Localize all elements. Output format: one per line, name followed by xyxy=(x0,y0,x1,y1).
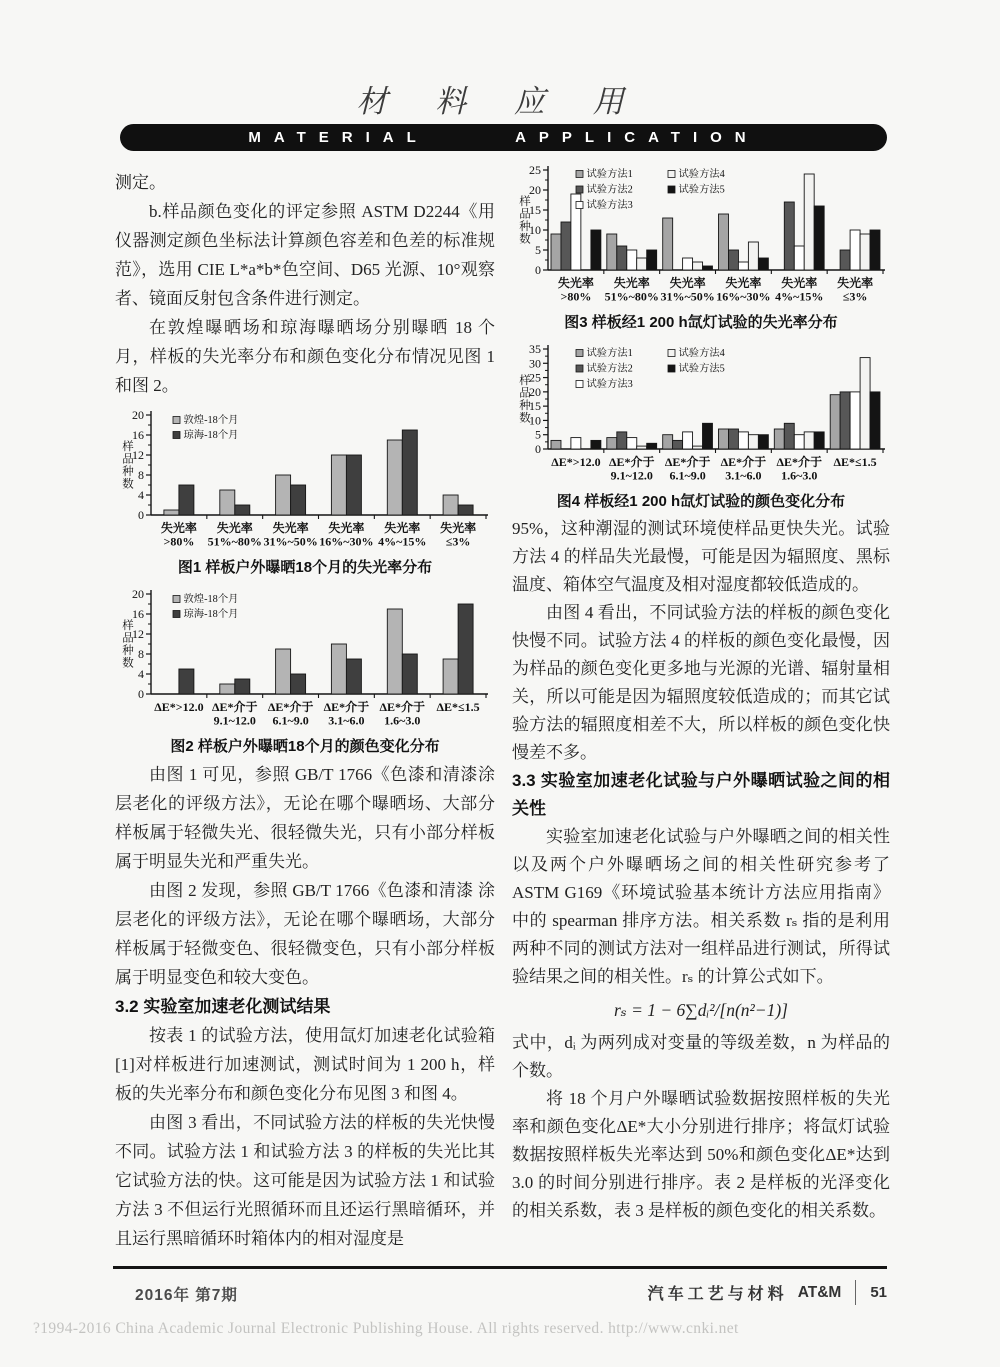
svg-text:试验方法5: 试验方法5 xyxy=(678,363,725,375)
svg-text:失光率: 失光率 xyxy=(440,521,477,535)
svg-text:琼海-18个月: 琼海-18个月 xyxy=(183,609,239,620)
paragraph-color-eval: b.样品颜色变化的评定参照 ASTM D2244《用仪器测定颜色坐标法计算颜色容差和色差的标准规范》，选用 CIE L*a*b*色空间、D65 光源、10°观察者、镜面反射包含条件进行测定。 xyxy=(115,202,495,308)
svg-text:20: 20 xyxy=(132,408,144,422)
svg-text:3.1~6.0: 3.1~6.0 xyxy=(328,713,365,728)
figure2-chart xyxy=(115,584,495,736)
svg-text:样: 样 xyxy=(122,620,134,632)
svg-text:ΔE*介于: ΔE*介于 xyxy=(267,700,314,714)
svg-text:种: 种 xyxy=(519,400,531,412)
svg-text:失光率: 失光率 xyxy=(613,276,650,290)
svg-text:敦煌-18个月: 敦煌-18个月 xyxy=(183,415,239,426)
svg-text:0: 0 xyxy=(535,442,541,456)
svg-text:20: 20 xyxy=(529,384,541,399)
svg-text:4: 4 xyxy=(138,488,144,502)
svg-text:ΔE*介于: ΔE*介于 xyxy=(379,700,426,714)
svg-text:ΔE*≤1.5: ΔE*≤1.5 xyxy=(436,700,480,714)
svg-text:数: 数 xyxy=(519,412,531,425)
figure1-caption: 图1 样板户外曝晒18个月的失光率分布 xyxy=(177,559,433,576)
svg-text:4%~15%: 4%~15% xyxy=(378,534,427,549)
svg-text:9.1~12.0: 9.1~12.0 xyxy=(610,468,653,483)
figure3-caption: 图3 样板经1 200 h氙灯试验的失光率分布 xyxy=(564,314,838,331)
svg-text:16: 16 xyxy=(132,607,144,621)
paragraph-correlation: 实验室加速老化试验与户外曝晒之间的相关性以及两个户外曝晒场之间的相关性研究参考了 ASTM G169《环境试验基本统计方法应用指南》中的 spearman 排序方法。相关系数 rₛ 指的是利用两种不同的测试方法对一组样品进行测试，所得试验结果之间的相关性。rₛ 的计算公式如下。 xyxy=(512,827,890,986)
figure4-chart xyxy=(512,339,890,491)
svg-text:数: 数 xyxy=(519,233,531,246)
svg-text:8: 8 xyxy=(138,647,144,661)
spearman-formula: rₛ = 1 − 6∑dᵢ²/[n(n²−1)] xyxy=(613,1000,788,1020)
svg-text:样: 样 xyxy=(122,441,134,453)
svg-text:10: 10 xyxy=(529,223,541,237)
paragraph-formula-terms: 式中，dᵢ 为两列成对变量的等级差数，n 为样品的个数。 xyxy=(512,1033,890,1080)
svg-text:试验方法4: 试验方法4 xyxy=(678,169,725,180)
svg-text:6.1~9.0: 6.1~9.0 xyxy=(272,713,309,728)
svg-text:ΔE*≤1.5: ΔE*≤1.5 xyxy=(833,455,877,469)
figure1-chart xyxy=(115,405,495,557)
svg-text:失光率: 失光率 xyxy=(669,276,706,290)
paragraph-fig2-discussion: 由图 2 发现，参照 GB/T 1766《色漆和清漆 涂层老化的评级方法》，无论在哪个曝晒场，大部分样板属于轻微变色、很轻微变色，只有小部分样板属于明显变色和较大变色。 xyxy=(115,881,495,987)
paragraph-continuation: 测定。 xyxy=(115,173,166,192)
svg-text:失光率: 失光率 xyxy=(160,521,197,535)
svg-text:试验方法3: 试验方法3 xyxy=(586,379,633,390)
svg-text:ΔE*介于: ΔE*介于 xyxy=(720,455,767,469)
svg-text:25: 25 xyxy=(529,370,541,385)
svg-text:31%~50%: 31%~50% xyxy=(263,534,318,549)
svg-text:种: 种 xyxy=(519,221,531,233)
svg-text:>80%: >80% xyxy=(163,534,195,549)
left-column xyxy=(115,168,495,1253)
footer-journal-name: 汽车工艺与材料 xyxy=(647,1286,788,1303)
svg-text:0: 0 xyxy=(535,263,541,277)
svg-text:51%~80%: 51%~80% xyxy=(207,534,262,549)
svg-text:15: 15 xyxy=(529,399,541,414)
svg-text:4: 4 xyxy=(138,667,144,681)
svg-text:ΔE*介于: ΔE*介于 xyxy=(211,700,258,714)
svg-text:品: 品 xyxy=(519,208,531,221)
figure2 xyxy=(115,584,495,758)
svg-text:30: 30 xyxy=(529,356,541,371)
paragraph-ranking: 将 18 个月户外曝晒试验数据按照样板的失光率和颜色变化ΔE*大小分别进行排序；将氙灯试验数据按照样板失光率达到 50%和颜色变化ΔE*达到 3.0 的时间分别进行排序。表 2 是样板的光泽变化的相关系数，表 3 是样板的颜色变化的相关系数。 xyxy=(512,1089,890,1220)
svg-text:失光率: 失光率 xyxy=(328,521,365,535)
svg-text:0: 0 xyxy=(138,508,144,522)
section-heading-3-3: 3.3 实验室加速老化试验与户外曝晒试验之间的相关性 xyxy=(512,771,890,818)
svg-text:>80%: >80% xyxy=(560,289,592,304)
svg-text:试验方法4: 试验方法4 xyxy=(678,348,725,359)
svg-text:品: 品 xyxy=(519,387,531,400)
paragraph-fig3-discussion: 由图 3 看出，不同试验方法的样板的失光快慢不同。试验方法 1 和试验方法 3 的样板的失光比其它试验方法的快。这可能是因为试验方法 1 和试验方法 3 不但运行光照循环而且还运行黑暗循环，并且运行黑暗循环时箱体内的相对湿度是 xyxy=(115,1113,495,1248)
svg-text:1.6~3.0: 1.6~3.0 xyxy=(781,468,818,483)
svg-text:ΔE*介于: ΔE*介于 xyxy=(608,455,655,469)
svg-text:试验方法1: 试验方法1 xyxy=(586,169,633,180)
svg-text:失光率: 失光率 xyxy=(781,276,818,290)
svg-text:种: 种 xyxy=(122,466,134,478)
svg-text:品: 品 xyxy=(122,453,134,466)
paragraph-fig1-discussion: 由图 1 可见，参照 GB/T 1766《色漆和清漆涂层老化的评级方法》，无论在哪个曝晒场、大部分样板属于轻微失光、很轻微失光，只有小部分样板属于明显失光和严重失光。 xyxy=(115,765,495,871)
svg-text:15: 15 xyxy=(529,203,541,217)
figure1 xyxy=(115,405,495,579)
svg-text:ΔE*介于: ΔE*介于 xyxy=(664,455,711,469)
svg-text:12: 12 xyxy=(132,448,144,462)
svg-text:失光率: 失光率 xyxy=(725,276,762,290)
svg-text:5: 5 xyxy=(535,243,541,257)
svg-text:16%~30%: 16%~30% xyxy=(319,534,374,549)
svg-text:试验方法1: 试验方法1 xyxy=(586,348,633,359)
figure4 xyxy=(512,339,890,513)
svg-text:失光率: 失光率 xyxy=(384,521,421,535)
svg-text:数: 数 xyxy=(122,478,134,491)
svg-text:12: 12 xyxy=(132,627,144,641)
page-title: 材 料 应 用 xyxy=(356,84,644,119)
copyright-line: ?1994-2016 China Academic Journal Electronic Publishing House. All rights reserved. http://www.cnki.net xyxy=(33,1320,739,1337)
svg-text:ΔE*>12.0: ΔE*>12.0 xyxy=(551,455,601,469)
svg-text:51%~80%: 51%~80% xyxy=(604,289,659,304)
svg-text:4%~15%: 4%~15% xyxy=(775,289,824,304)
svg-text:≤3%: ≤3% xyxy=(445,534,471,549)
svg-text:ΔE*介于: ΔE*介于 xyxy=(323,700,370,714)
footer-issue: 2016年 第7期 xyxy=(135,1287,238,1304)
paragraph-95-humidity: 95%，这种潮湿的测试环境使样品更快失光。试验方法 4 的样品失光最慢，可能是因为辐照度、黑标温度、箱体空气温度及相对湿度都较低造成的。 xyxy=(512,519,890,594)
svg-text:失光率: 失光率 xyxy=(557,276,594,290)
footer-right xyxy=(648,1280,887,1305)
svg-text:ΔE*>12.0: ΔE*>12.0 xyxy=(154,700,204,714)
svg-text:16%~30%: 16%~30% xyxy=(716,289,771,304)
footer-journal-abbr: AT&M xyxy=(797,1283,842,1301)
svg-text:数: 数 xyxy=(122,657,134,670)
svg-text:16: 16 xyxy=(132,428,144,442)
paragraph-fig4-discussion: 由图 4 看出，不同试验方法的样板的颜色变化快慢不同。试验方法 4 的样板的颜色变化最慢，因为样品的颜色变化更多地与光源的光谱、辐射量相关，所以可能是因为辐照度较低造成的；而其它试验方法的辐照度相差不大，所以样板的颜色变化快慢差不多。 xyxy=(512,603,890,762)
svg-text:9.1~12.0: 9.1~12.0 xyxy=(213,713,256,728)
svg-text:琼海-18个月: 琼海-18个月 xyxy=(183,430,239,441)
svg-text:20: 20 xyxy=(132,587,144,601)
svg-text:试验方法5: 试验方法5 xyxy=(678,184,725,196)
svg-text:8: 8 xyxy=(138,468,144,482)
figure3 xyxy=(512,160,890,334)
svg-text:失光率: 失光率 xyxy=(272,521,309,535)
figure3-chart xyxy=(512,160,890,312)
svg-text:3.1~6.0: 3.1~6.0 xyxy=(725,468,762,483)
svg-text:品: 品 xyxy=(122,632,134,645)
paragraph-exposure: 在敦煌曝晒场和琼海曝晒场分别曝晒 18 个月，样板的失光率分布和颜色变化分布情况见图 1 和图 2。 xyxy=(115,318,495,395)
svg-text:10: 10 xyxy=(529,413,541,428)
svg-text:种: 种 xyxy=(122,645,134,657)
svg-text:1.6~3.0: 1.6~3.0 xyxy=(384,713,421,728)
figure4-caption: 图4 样板经1 200 h氙灯试验的颜色变化分布 xyxy=(556,493,846,510)
paragraph-xenon-test: 按表 1 的试验方法，使用氙灯加速老化试验箱[1]对样板进行加速测试，测试时间为 1 200 h，样板的失光率分布和颜色变化分布见图 3 和图 4。 xyxy=(115,1026,495,1103)
svg-text:6.1~9.0: 6.1~9.0 xyxy=(669,468,706,483)
svg-text:试验方法2: 试验方法2 xyxy=(586,184,633,196)
svg-text:5: 5 xyxy=(535,427,541,442)
footer xyxy=(113,1280,887,1306)
right-column xyxy=(512,160,890,1225)
svg-text:失光率: 失光率 xyxy=(837,276,874,290)
svg-text:25: 25 xyxy=(529,163,541,177)
svg-text:≤3%: ≤3% xyxy=(842,289,868,304)
svg-text:样: 样 xyxy=(519,196,531,208)
svg-text:失光率: 失光率 xyxy=(216,521,253,535)
svg-text:试验方法3: 试验方法3 xyxy=(586,200,633,211)
svg-text:敦煌-18个月: 敦煌-18个月 xyxy=(183,594,239,605)
footer-page-number: 51 xyxy=(855,1280,887,1305)
svg-text:20: 20 xyxy=(529,183,541,197)
footer-rule xyxy=(113,1266,887,1269)
svg-text:试验方法2: 试验方法2 xyxy=(586,363,633,375)
svg-text:样: 样 xyxy=(519,375,531,387)
svg-text:35: 35 xyxy=(529,342,541,356)
section-heading-3-2: 3.2 实验室加速老化测试结果 xyxy=(115,997,331,1016)
svg-text:31%~50%: 31%~50% xyxy=(660,289,715,304)
svg-text:0: 0 xyxy=(138,687,144,701)
figure2-caption: 图2 样板户外曝晒18个月的颜色变化分布 xyxy=(170,738,440,755)
svg-text:ΔE*介于: ΔE*介于 xyxy=(776,455,823,469)
section-banner: MATERIAL APPLICATION xyxy=(120,124,887,151)
